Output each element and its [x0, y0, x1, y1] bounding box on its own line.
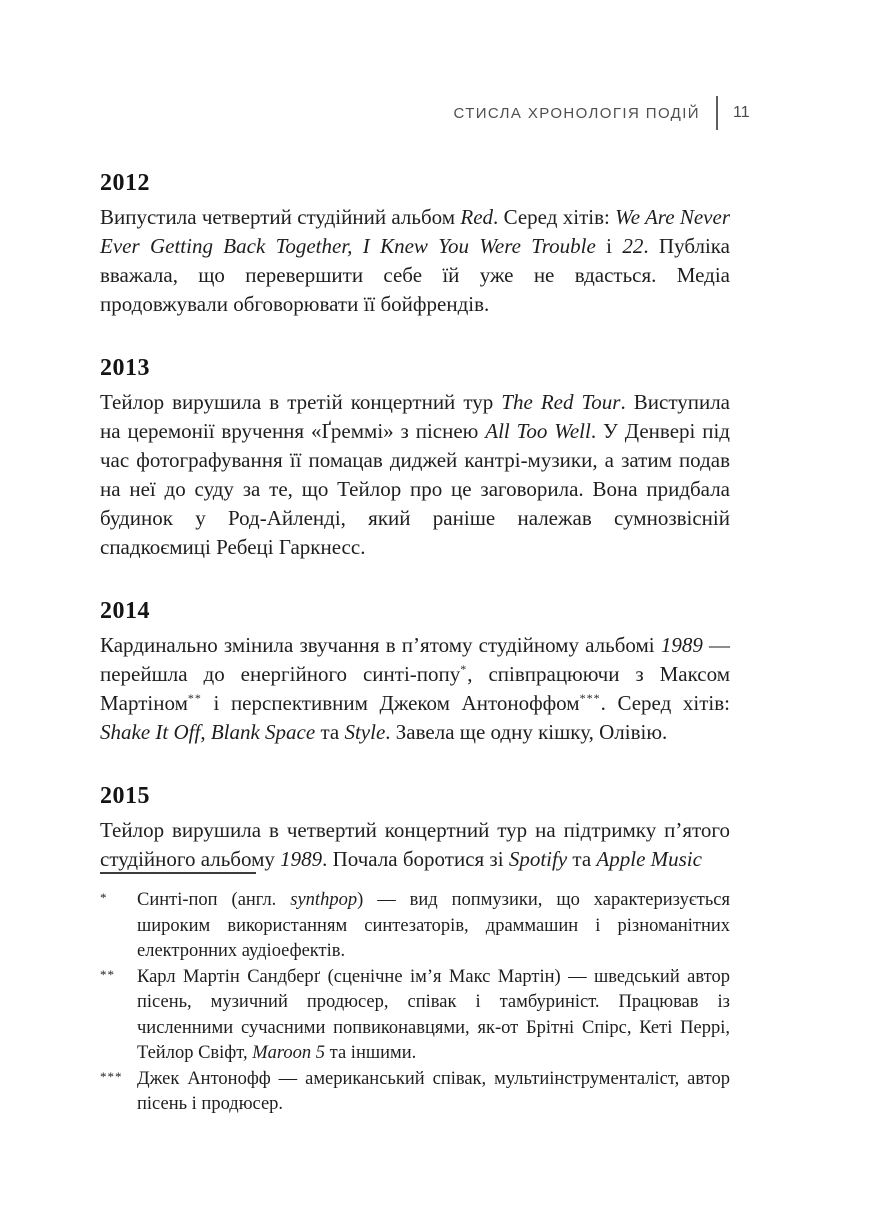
text-run: Кардинально змінила звучання в п’ятому студійному альбомі: [100, 633, 661, 657]
footnote: [100, 1067, 730, 1118]
running-header: [0, 96, 757, 130]
chronology-entry: [100, 783, 730, 874]
text-run: Карл Мартін Сандберґ (сценічне ім’я Макс Мартін) — шведський автор пісень, музичний продюсер, співак і тамбуриніст. Працював із численними сучасними попвиконавцями, як-от Брітні Спірс, Кеті Перрі, Тейлор Свіфт,: [137, 966, 730, 1063]
text-run: і перспективним Джеком Антоноффом: [201, 691, 580, 715]
text-run: та: [315, 720, 345, 744]
italic-title-text: We Are Never Ever Getting Back Together, I Knew You Were Trouble: [100, 205, 730, 258]
text-run: . У Денвері під час фотографування її помацав диджей кантрі-музики, а затим подав на неї до суду за те, що Тейлор про це заговорила. Вона придбала будинок у Род-Айленді, який раніше належав сумнозвісній спадкоємиці Ребеці Гаркнесс.: [100, 419, 730, 559]
footnote-marker: *: [100, 890, 108, 905]
italic-title-text: 22: [622, 234, 644, 258]
footnote-ref-marker: **: [187, 691, 202, 705]
text-run: . Почала боротися зі: [322, 847, 509, 871]
entry-paragraph: [100, 388, 730, 562]
italic-title-text: Apple Music: [596, 847, 702, 871]
text-run: Синті-поп (англ.: [137, 890, 291, 910]
italic-title-text: 1989: [660, 633, 703, 657]
chronology-entry: [100, 598, 730, 747]
footnote-text: [137, 965, 730, 1067]
entry-paragraph: [100, 816, 730, 874]
italic-title-text: Shake It Off: [100, 720, 201, 744]
footnote: [100, 888, 730, 965]
entry-year-heading: 2015: [100, 783, 150, 809]
footnotes-list: [100, 888, 730, 1118]
footnote-text: [137, 888, 730, 965]
text-run: . Публіка вважала, що перевершити себе їй уже не вдасться. Медіа продовжували обговорювати її бойфрендів.: [100, 234, 730, 316]
text-run: і: [595, 234, 623, 258]
entry-paragraph: [100, 203, 730, 319]
chronology-content: [100, 170, 730, 874]
text-run: ) — вид попмузики, що характеризується широким використанням синтезаторів, драммашин і різноманітних електронних аудіоефектів.: [137, 890, 730, 961]
footnote-marker: **: [100, 966, 115, 982]
text-run: Джек Антонофф — американський співак, мультиінструменталіст, автор пісень і продюсер.: [137, 1068, 730, 1114]
entry-year-heading: 2014: [100, 598, 150, 624]
text-run: та іншими.: [325, 1043, 417, 1063]
italic-title-text: 1989: [280, 847, 323, 871]
chronology-entry: [100, 355, 730, 562]
italic-title-text: All Too Well: [485, 419, 591, 443]
text-run: . Серед хітів:: [493, 205, 616, 229]
text-run: . Виступила на церемонії вручення «Ґреммі» з піснею: [100, 390, 731, 443]
footnotes-section: [100, 872, 730, 1118]
running-title: СТИСЛА ХРОНОЛОГІЯ ПОДІЙ: [453, 104, 700, 122]
chronology-entry: [100, 170, 730, 319]
entry-year-heading: 2012: [100, 170, 150, 196]
italic-title-text: The Red Tour: [501, 390, 621, 414]
footnote: [100, 965, 730, 1067]
text-run: . Завела ще одну кішку, Олівію.: [385, 720, 668, 744]
footnote-marker: ***: [100, 1068, 123, 1084]
text-run: . Серед хітів:: [600, 691, 730, 715]
footnote-text: [137, 1067, 730, 1118]
italic-title-text: Blank Space: [210, 720, 316, 744]
italic-title-text: Style: [344, 720, 386, 744]
text-run: — перейшла до енергійного синті-попу: [100, 633, 730, 686]
entry-paragraph: [100, 631, 730, 747]
italic-title-text: Red: [460, 205, 494, 229]
header-divider-line: [716, 96, 718, 130]
italic-title-text: Spotify: [508, 847, 568, 871]
footnote-separator-rule: [100, 872, 256, 874]
text-run: , співпрацюючи з Максом Мартіном: [100, 662, 730, 715]
text-run: Тейлор вирушила в четвертий концертний тур на підтримку п’ятого студійного альбому: [100, 818, 730, 871]
text-run: та: [567, 847, 597, 871]
entry-year-heading: 2013: [100, 355, 150, 381]
footnote-ref-marker: ***: [579, 691, 601, 705]
text-run: Випустила четвертий студійний альбом: [100, 205, 461, 229]
footnote-ref-marker: *: [460, 662, 468, 676]
page-number: 11: [733, 104, 750, 121]
italic-title-text: Maroon 5: [252, 1043, 326, 1063]
text-run: Тейлор вирушила в третій концертний тур: [100, 390, 502, 414]
italic-title-text: synthpop: [290, 890, 358, 910]
text-run: ,: [200, 720, 211, 744]
